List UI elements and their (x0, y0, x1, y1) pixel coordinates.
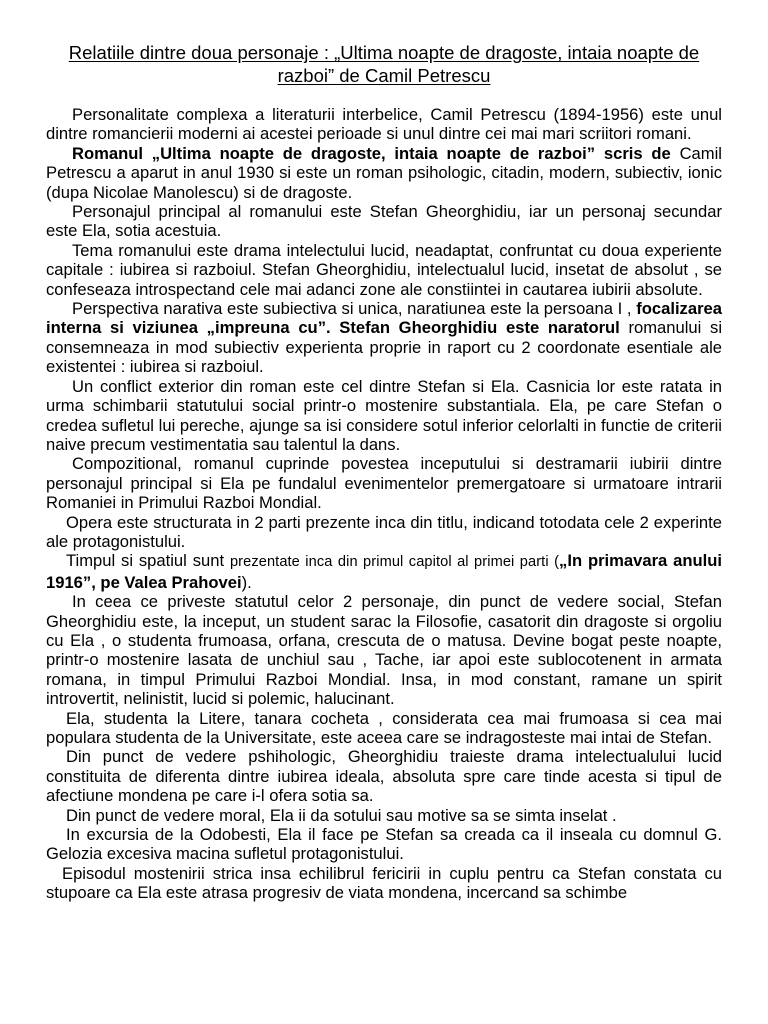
paragraph-structure: Opera este structurata in 2 parti prezente inca din titlu, indicand totodata cele 2 experinte ale protagonistului. (46, 512, 722, 551)
focalization-bold: focalizarea interna si viziunea „impreuna cu”. Stefan Gheorghidiu este naratorul (46, 299, 722, 338)
paragraph-intro: Personalitate complexa a literaturii interbelice, Camil Petrescu (1894-1956) este unul dintre romancierii moderni ai acestei perioade si unul dintre cei mai mari scriitori romani. (46, 105, 722, 144)
paragraph-excursion: In excursia de la Odobesti, Ela il face pe Stefan sa creada ca il inseala cu domnul G. Gelozia excesiva macina sufletul protagonistului. (46, 825, 722, 864)
time-space-bold: „In primavara anului 1916”, pe Valea Prahovei (46, 551, 722, 592)
paragraph-psychological: Din punct de vedere pshihologic, Gheorghidiu traieste drama intelectualului lucid constituita de diferenta dintre iubirea ideala, absoluta spre care tinde acesta si tipul de afectiune mondena pe care i-l ofera sotia sa. (46, 747, 722, 806)
paragraph-theme: Tema romanului este drama intelectului lucid, neadaptat, confruntat cu doua experiente capitale : iubirea si razboiul. Stefan Gheorghidiu, intelectualul lucid, insetat de absolut , se confeseaza introspectand cele mai adanci zone ale constiintei in cautarea iubirii absolute. (46, 240, 722, 299)
paragraph-novel: Romanul „Ultima noapte de dragoste, intaia noapte de razboi” scris de Camil Petrescu a aparut in anul 1930 si este un roman psihologic, citadin, modern, subiectiv, ionic (dupa Nicolae Manolescu) si de dragoste. (46, 143, 722, 202)
novel-title-bold: Romanul „Ultima noapte de dragoste, intaia noapte de razboi” scris de (72, 143, 671, 163)
paragraph-conflict: Un conflict exterior din roman este cel dintre Stefan si Ela. Casnicia lor este ratata in urma schimbarii statutului social printr-o mostenire substantiala. Ela, pe care Stefan o credea sufletul lui pereche, ajunge sa isi considere sotul inferior celorlalti in functie de criterii naive precum vestimentatia sau talentul la dans. (46, 376, 722, 454)
paragraph-ela: Ela, studenta la Litere, tanara cocheta , considerata cea mai frumoasa si cea mai populara studenta de la Universitate, este aceea care se indragosteste mai intai de Stefan. (46, 708, 722, 747)
document-body (46, 105, 722, 903)
paragraph-time-space: Timpul si spatiul sunt prezentate inca din primul capitol al primei parti („In primavara anului 1916”, pe Valea Prahovei). (46, 551, 722, 592)
document-title: Relatiile dintre doua personaje : „Ultima noapte de dragoste, intaia noapte de razboi” de Camil Petrescu (68, 42, 700, 86)
paragraph-inheritance: Episodul mostenirii strica insa echilibrul fericirii in cuplu pentru ca Stefan constata cu stupoare ca Ela este atrasa progresiv de viata mondena, incercand sa schimbe (46, 863, 722, 903)
paragraph-composition: Compozitional, romanul cuprinde povestea inceputului si destramarii iubirii dintre personajul principal si Ela pe fundalul evenimentelor premergatoare si urmatoare intrarii Romaniei in Primului Razboi Mondial. (46, 454, 722, 513)
paragraph-moral: Din punct de vedere moral, Ela ii da sotului sau motive sa se simta inselat . (66, 805, 617, 825)
paragraph-perspective: Perspectiva narativa este subiectiva si unica, naratiunea este la persoana I , focalizarea interna si viziunea „impreuna cu”. Stefan Gheorghidiu este naratorul romanului si consemneaza in mod subiectiv experienta proprie in raport cu 2 coordonate esentiale ale existentei : iubirea si razboiul. (46, 299, 723, 377)
paragraph-status: In ceea ce priveste statutul celor 2 personaje, din punct de vedere social, Stefan Gheorghidiu este, la inceput, un student sarac la Filosofie, casatorit din dragoste si orgoliu cu Ela , o studenta frumoasa, orfana, crescuta de o matusa. Devine bogat peste noapte, printr-o mostenire lasata de unchiul sau , Tache, iar apoi este sublocotenent in armata romana, in timpul Primului Razboi Mondial. Insa, in mod constant, ramane un spirit introvertit, nelinistit, lucid si polemic, halucinant. (46, 592, 722, 709)
paragraph-characters: Personajul principal al romanului este Stefan Gheorghidiu, iar un personaj secundar este Ela, sotia acestuia. (46, 202, 722, 241)
